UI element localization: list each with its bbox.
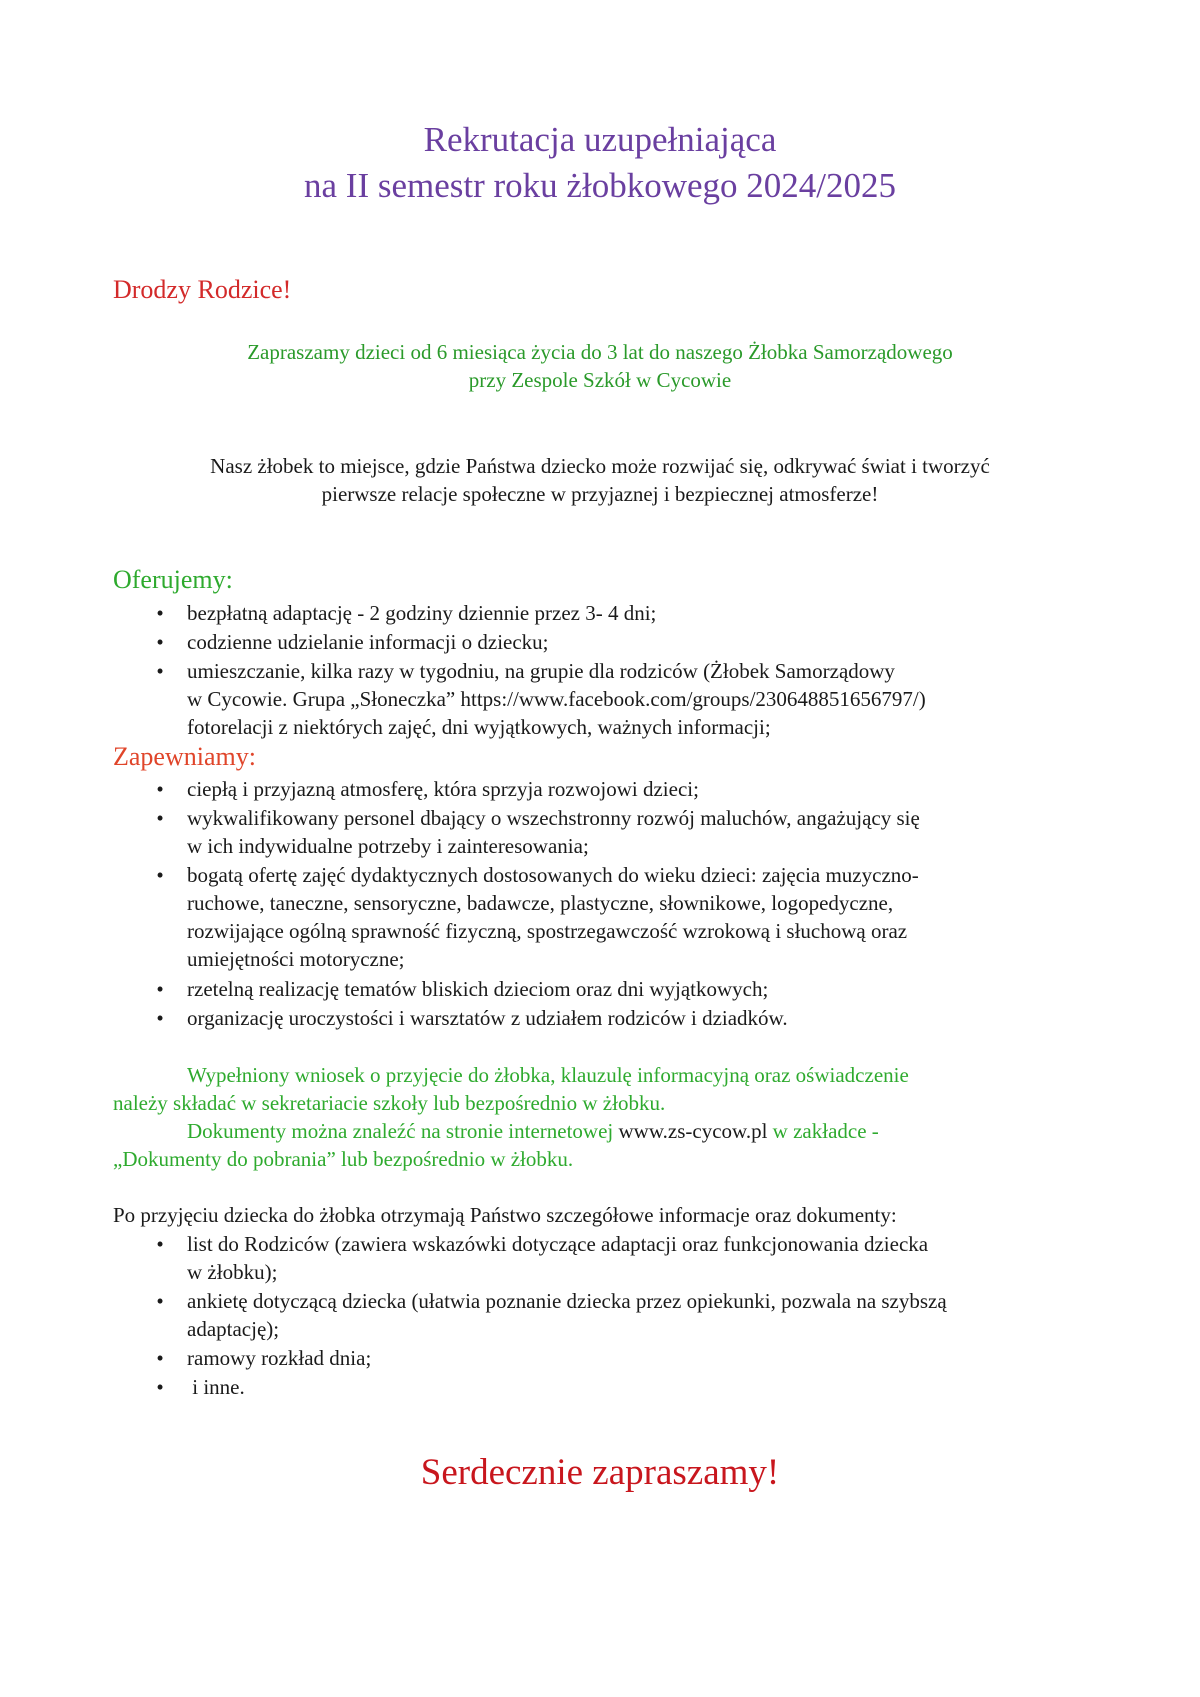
list-item-text: adaptację); <box>187 1317 280 1341</box>
bullet-icon: • <box>156 1232 164 1256</box>
list-item-text: wykwalifikowany personel dbający o wszechstronny rozwój maluchów, angażujący się <box>187 806 920 830</box>
list-item-text: umieszczanie, kilka razy w tygodniu, na grupie dla rodziców (Żłobek Samorządowy <box>187 659 895 683</box>
list-item-text: w ich indywidualne potrzeby i zainteresowania; <box>187 834 589 858</box>
invitation-line-1: Zapraszamy dzieci od 6 miesiąca życia do 3 lat do naszego Żłobka Samorządowego <box>247 340 953 364</box>
bullet-icon: • <box>156 1006 164 1030</box>
list-item-text: list do Rodziców (zawiera wskazówki dotyczące adaptacji oraz funkcjonowania dziecka <box>187 1232 929 1256</box>
application-line-4: „Dokumenty do pobrania” lub bezpośrednio w żłobku. <box>113 1147 574 1171</box>
bullet-icon: • <box>156 1346 164 1370</box>
bullet-icon: • <box>156 659 164 683</box>
list-item-text: bogatą ofertę zajęć dydaktycznych dostosowanych do wieku dzieci: zajęcia muzyczno- <box>187 863 919 887</box>
intro-line-1: Nasz żłobek to miejsce, gdzie Państwa dziecko może rozwijać się, odkrywać świat i tworzyć <box>210 454 990 478</box>
offer-heading: Oferujemy: <box>113 565 233 594</box>
application-line-1: Wypełniony wniosek o przyjęcie do żłobka, klauzulę informacyjną oraz oświadczenie <box>187 1063 909 1087</box>
list-item-text: w Cycowie. Grupa „Słoneczka” https://www.facebook.com/groups/230648851656797/) <box>187 687 926 711</box>
list-item-text: ciepłą i przyjazną atmosferę, która sprzyja rozwojowi dzieci; <box>187 777 699 801</box>
list-item-text: w żłobku); <box>187 1260 278 1284</box>
list-item-text: codzienne udzielanie informacji o dziecku; <box>187 630 549 654</box>
list-item-text: i inne. <box>187 1375 245 1399</box>
after-admission-intro: Po przyjęciu dziecka do żłobka otrzymają Państwo szczegółowe informacje oraz dokumenty: <box>113 1203 897 1227</box>
list-item-text: ramowy rozkład dnia; <box>187 1346 372 1370</box>
website-link[interactable]: www.zs-cycow.pl <box>618 1119 768 1143</box>
bullet-icon: • <box>156 630 164 654</box>
list-item-text: ankietę dotyczącą dziecka (ułatwia poznanie dziecka przez opiekunki, pozwala na szybszą <box>187 1289 947 1313</box>
bullet-icon: • <box>156 977 164 1001</box>
bullet-icon: • <box>156 777 164 801</box>
invitation-line-2: przy Zespole Szkół w Cycowie <box>468 368 732 392</box>
title-line-1: Rekrutacja uzupełniająca <box>423 120 777 159</box>
bullet-icon: • <box>156 806 164 830</box>
application-line-3-prefix: Dokumenty można znaleźć na stronie internetowej <box>187 1119 619 1143</box>
title-line-2: na II semestr roku żłobkowego 2024/2025 <box>304 166 896 205</box>
bullet-icon: • <box>156 601 164 625</box>
application-line-3 <box>187 1117 879 1145</box>
list-item-text: umiejętności motoryczne; <box>187 947 405 971</box>
application-line-2: należy składać w sekretariacie szkoły lub bezpośrednio w żłobku. <box>113 1091 666 1115</box>
greeting: Drodzy Rodzice! <box>113 275 292 304</box>
bullet-icon: • <box>156 863 164 887</box>
intro-line-2: pierwsze relacje społeczne w przyjaznej i bezpiecznej atmosferze! <box>321 482 879 506</box>
list-item-text: fotorelacji z niektórych zajęć, dni wyjątkowych, ważnych informacji; <box>187 715 771 739</box>
list-item-text: ruchowe, taneczne, sensoryczne, badawcze, plastyczne, słownikowe, logopedyczne, <box>187 891 894 915</box>
list-item-text: bezpłatną adaptację - 2 godziny dziennie przez 3- 4 dni; <box>187 601 657 625</box>
assure-heading: Zapewniamy: <box>113 742 256 771</box>
bullet-icon: • <box>156 1375 164 1399</box>
list-item-text: organizację uroczystości i warsztatów z udziałem rodziców i dziadków. <box>187 1006 788 1030</box>
closing-text: Serdecznie zapraszamy! <box>420 1452 780 1493</box>
application-line-3-suffix: w zakładce - <box>767 1119 879 1143</box>
list-item-text: rzetelną realizację tematów bliskich dzieciom oraz dni wyjątkowych; <box>187 977 769 1001</box>
list-item-text: rozwijające ogólną sprawność fizyczną, spostrzegawczość wzrokową i słuchową oraz <box>187 919 908 943</box>
bullet-icon: • <box>156 1289 164 1313</box>
